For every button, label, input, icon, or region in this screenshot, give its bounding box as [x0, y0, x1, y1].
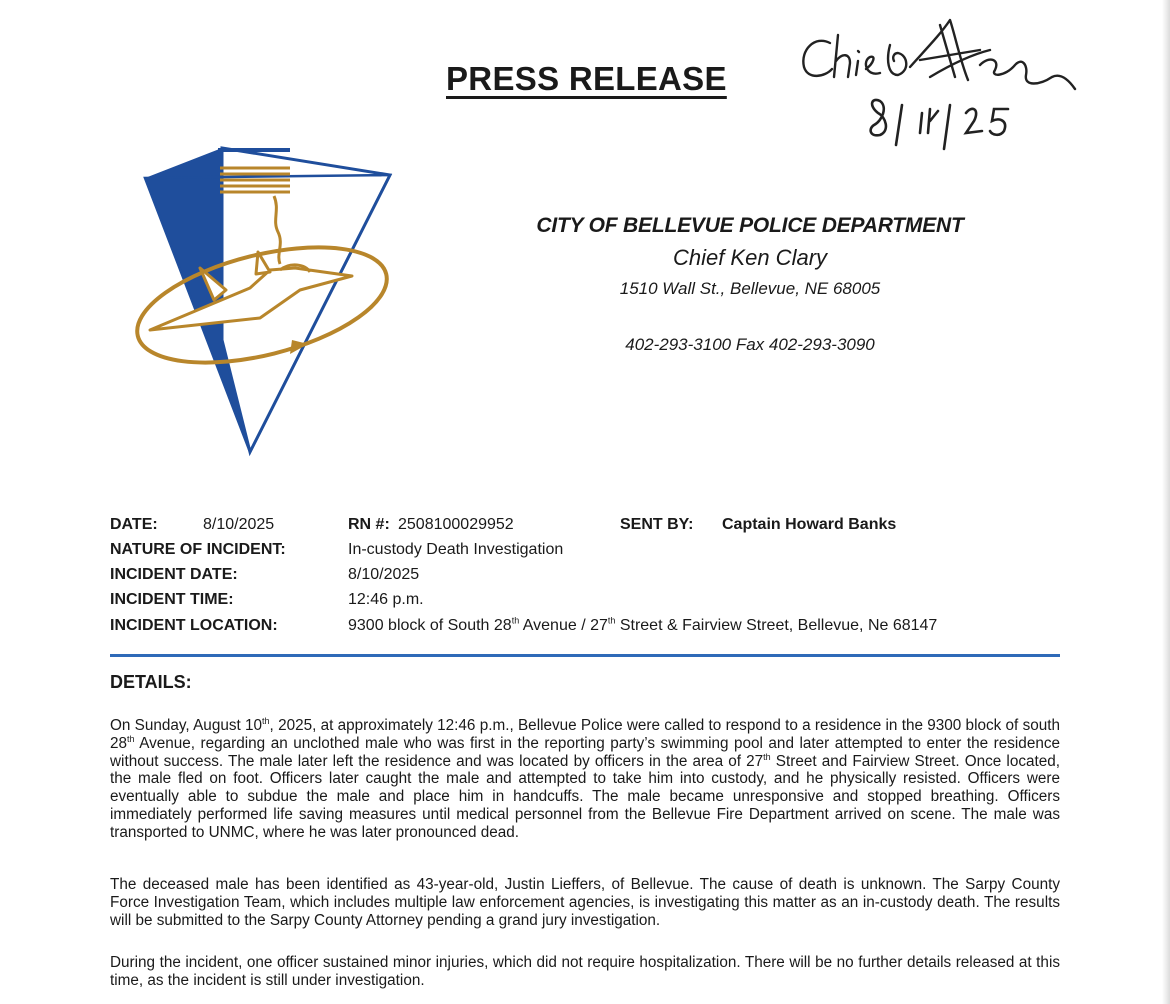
incident-date-value: 8/10/2025 — [348, 566, 420, 583]
date-value: 8/10/2025 — [203, 516, 275, 533]
department-name: CITY OF BELLEVUE POLICE DEPARTMENT — [536, 214, 964, 237]
chief-name: Chief Ken Clary — [672, 245, 828, 270]
incident-date-label: INCIDENT DATE: — [110, 566, 238, 583]
signature — [790, 5, 1100, 165]
page-edge-shadow — [1162, 0, 1170, 1004]
department-header — [530, 214, 970, 355]
section-divider — [110, 654, 1060, 657]
incident-time-label: INCIDENT TIME: — [110, 591, 234, 608]
details-paragraph-2: The deceased male has been identified as 43-year-old, Justin Lieffers, of Bellevue. The cause of death is unknown. The Sarpy County Force Investigation Team, which includes multiple law enforcement agencies, is investigating this matter as an in-custody death. The results will be submitted to the Sarpy County Attorney pending a grand jury investigation. — [110, 876, 1060, 929]
nature-value: In-custody Death Investigation — [348, 541, 564, 558]
sent-by-label: SENT BY: — [620, 516, 694, 533]
sent-by-value: Captain Howard Banks — [722, 516, 897, 533]
department-phone: 402-293-3100 Fax 402-293-3090 — [625, 335, 875, 354]
nature-label: NATURE OF INCIDENT: — [110, 541, 286, 558]
date-label: DATE: — [110, 516, 158, 533]
department-address: 1510 Wall St., Bellevue, NE 68005 — [619, 279, 881, 298]
page-title: PRESS RELEASE — [446, 60, 727, 97]
incident-location-label: INCIDENT LOCATION: — [110, 617, 278, 634]
police-logo — [130, 140, 395, 460]
rn-label: RN #: — [348, 516, 390, 533]
details-heading: DETAILS: — [110, 672, 192, 692]
details-paragraph-3: During the incident, one officer sustained minor injuries, which did not require hospitalization. There will be no further details released at this time, as the incident is still under investigation. — [110, 954, 1060, 989]
rn-value: 2508100029952 — [398, 516, 514, 533]
incident-location-value: 9300 block of South 28th Avenue / 27th Street & Fairview Street, Bellevue, Ne 68147 — [348, 615, 938, 634]
details-paragraph-1: On Sunday, August 10th, 2025, at approximately 12:46 p.m., Bellevue Police were called to respond to a residence in the 9300 block of south 28th Avenue, regarding an unclothed male who was first in the reporting party’s swimming pool and later attempted to enter the residence without success. The male later left the residence and was located by officers in the area of 27th Street and Fairview Street. Once located, the male fled on foot. Officers later caught the male and attempted to take him into custody, and he physically resisted. Officers were eventually able to subdue the male and place him in handcuffs. The male became unresponsive and stopped breathing. Officers immediately performed life saving measures until medical personnel from the Bellevue Fire Department arrived on scene. The male was transported to UNMC, where he was later pronounced dead. — [110, 715, 1060, 841]
incident-time-value: 12:46 p.m. — [348, 591, 424, 608]
